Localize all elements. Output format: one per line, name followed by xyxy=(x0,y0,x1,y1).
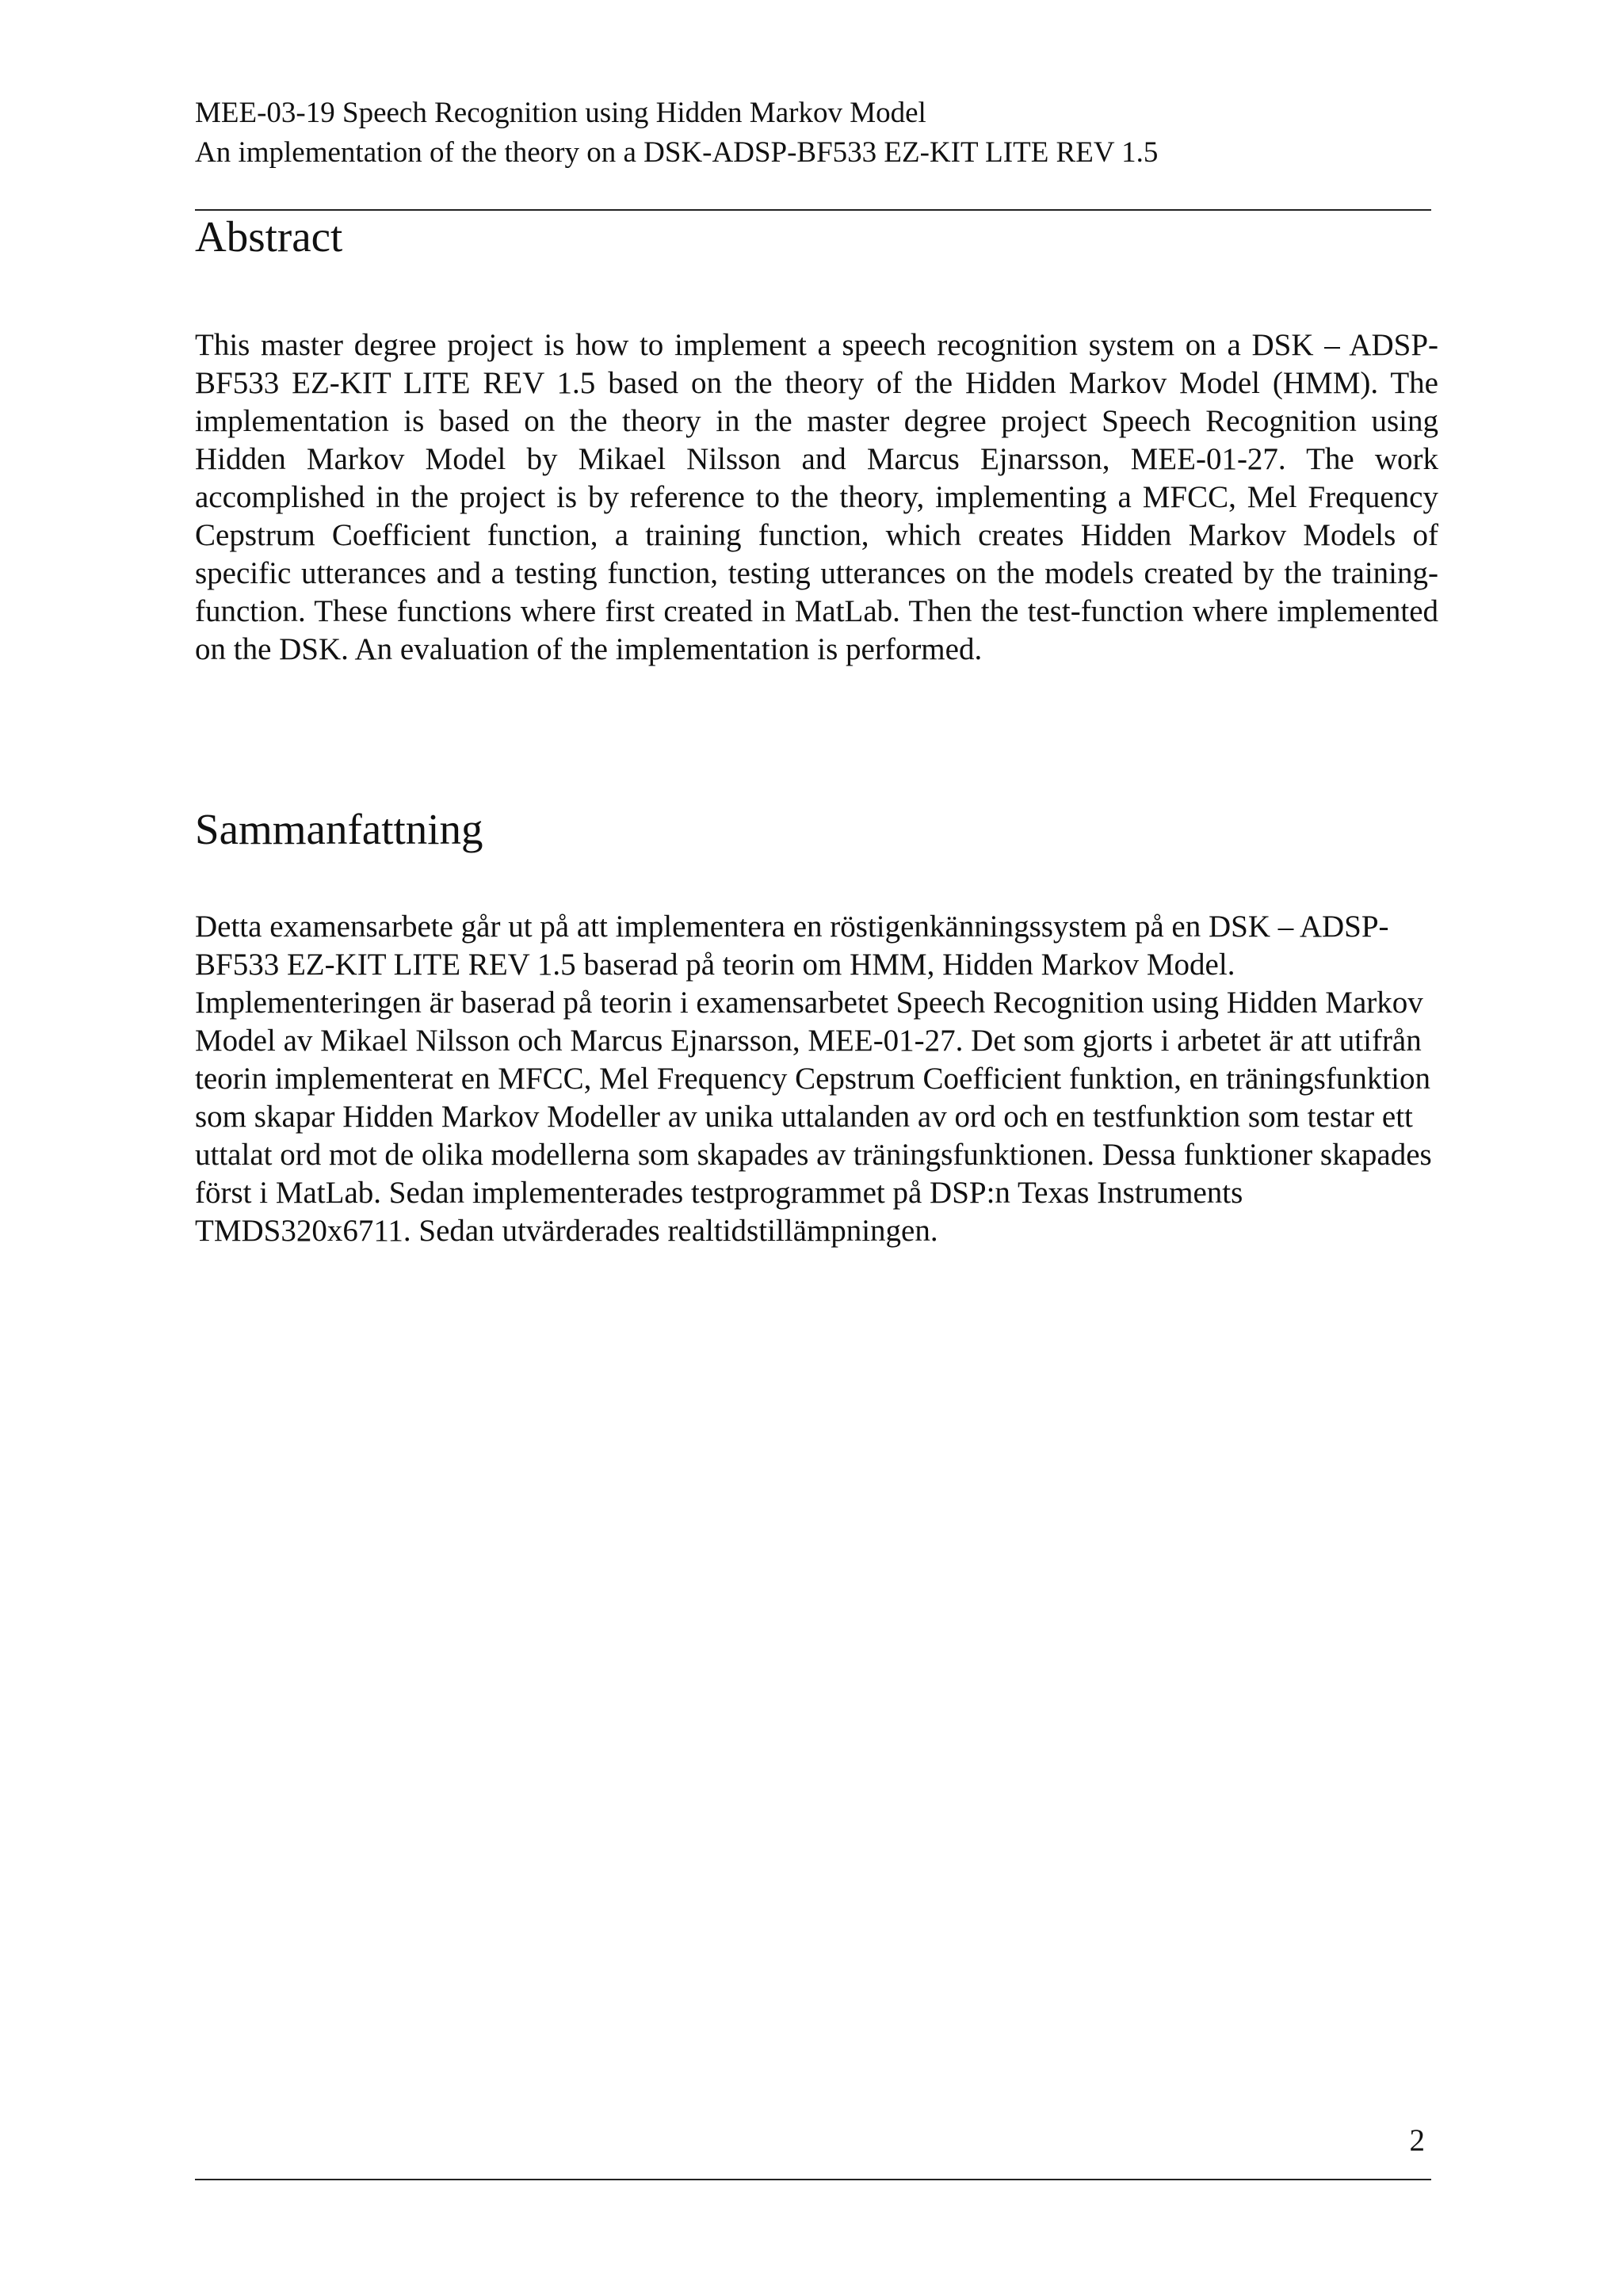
sammanfattning-paragraph: Detta examensarbete går ut på att implementera en röstigenkänningssystem på en DSK – ADSP-BF533 EZ-KIT LITE REV 1.5 baserad på teorin om HMM, Hidden Markov Model. Implementeringen är baserad på teorin i examensarbetet Speech Recognition using Hidden Markov Model av Mikael Nilsson och Marcus Ejnarsson, MEE-01-27. Det som gjorts i arbetet är att utifrån teorin implementerat en MFCC, Mel Frequency Cepstrum Coefficient funktion, en träningsfunktion som skapar Hidden Markov Modeller av unika uttalanden av ord och en testfunktion som testar ett uttalat ord mot de olika modellerna som skapades av träningsfunktionen. Dessa funktioner skapades först i MatLab. Sedan implementerades testprogrammet på DSP:n Texas Instruments TMDS320x6711. Sedan utvärderades realtidstillämpningen. xyxy=(195,910,1432,1248)
abstract-heading: Abstract xyxy=(195,212,343,261)
page-number: 2 xyxy=(1409,2123,1425,2157)
abstract-paragraph: This master degree project is how to implement a speech recognition system on a DSK – ADSP-BF533 EZ-KIT LITE REV 1.5 based on the theory of the Hidden Markov Model (HMM). The implementation is based on the theory in the master degree project Speech Recognition using Hidden Markov Model by Mikael Nilsson and Marcus Ejnarsson, MEE-01-27. The work accomplished in the project is by reference to the theory, implementing a MFCC, Mel Frequency Cepstrum Coefficient function, a training function, which creates Hidden Markov Models of specific utterances and a testing function, testing utterances on the models created by the training-function. These functions where first created in MatLab. Then the test-function where implemented on the DSK. An evaluation of the implementation is performed. xyxy=(195,328,1438,666)
header-title-line: MEE-03-19 Speech Recognition using Hidden Markov Model xyxy=(195,97,926,129)
header-subtitle-line: An implementation of the theory on a DSK-ADSP-BF533 EZ-KIT LITE REV 1.5 xyxy=(195,136,1159,169)
header-rule xyxy=(195,209,1431,211)
sammanfattning-heading: Sammanfattning xyxy=(195,805,483,853)
footer-rule xyxy=(195,2179,1431,2180)
running-header xyxy=(195,93,1431,173)
